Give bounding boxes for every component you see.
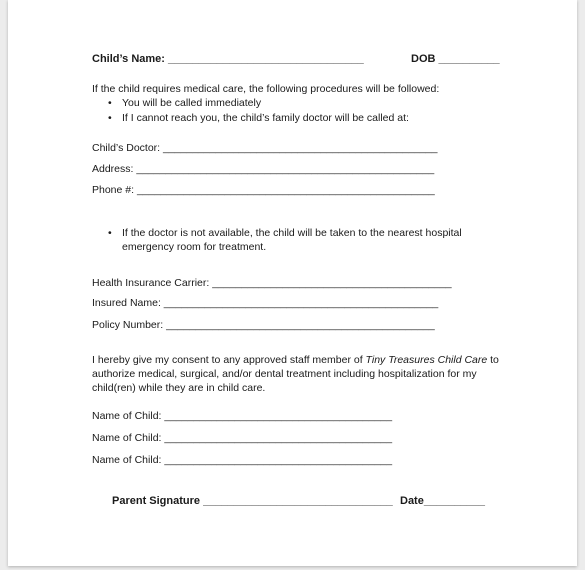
hospital-line-2: emergency room for treatment. [122,241,267,253]
consent-line-1-pre: I hereby give my consent to any approved staff member of [92,354,366,366]
name-of-child-field-1: Name of Child: _______________________________________ [92,410,393,422]
hospital-line-1: If the doctor is not available, the child will be taken to the nearest hospital [122,227,462,239]
bullet-icon: • [108,227,112,239]
procedures-intro: If the child requires medical care, the following procedures will be followed: [92,83,440,95]
name-of-child-field-3: Name of Child: _______________________________________ [92,454,393,466]
consent-line-1-post: to [487,354,499,366]
bullet-icon: • [108,112,112,124]
organization-name: Tiny Treasures Child Care [365,354,488,366]
childs-name-field: Child’s Name: ________________________________ [92,53,364,65]
insured-name-field: Insured Name: _______________________________________________ [92,297,439,309]
policy-number-field: Policy Number: ______________________________________________ [92,319,435,331]
date-field: Date__________ [400,495,486,507]
childs-doctor-field: Child’s Doctor: _______________________________________________ [92,142,438,154]
consent-line-1 [92,354,499,367]
address-field: Address: ___________________________________________________ [92,163,435,175]
name-of-child-field-2: Name of Child: _______________________________________ [92,432,393,444]
bullet-icon: • [108,97,112,109]
procedure-family-doctor: If I cannot reach you, the child’s family doctor will be called at: [122,112,409,124]
parent-signature-field: Parent Signature _______________________________ [112,495,393,507]
consent-line-3: child(ren) while they are in child care. [92,382,266,394]
consent-line-2: authorize medical, surgical, and/or dental treatment including hospitalization for my [92,368,477,380]
phone-field: Phone #: ___________________________________________________ [92,184,435,196]
consent-form-page [8,0,577,566]
procedure-call-immediately: You will be called immediately [122,97,262,109]
insurance-carrier-field: Health Insurance Carrier: _________________________________________ [92,277,452,289]
dob-field: DOB __________ [411,53,500,65]
